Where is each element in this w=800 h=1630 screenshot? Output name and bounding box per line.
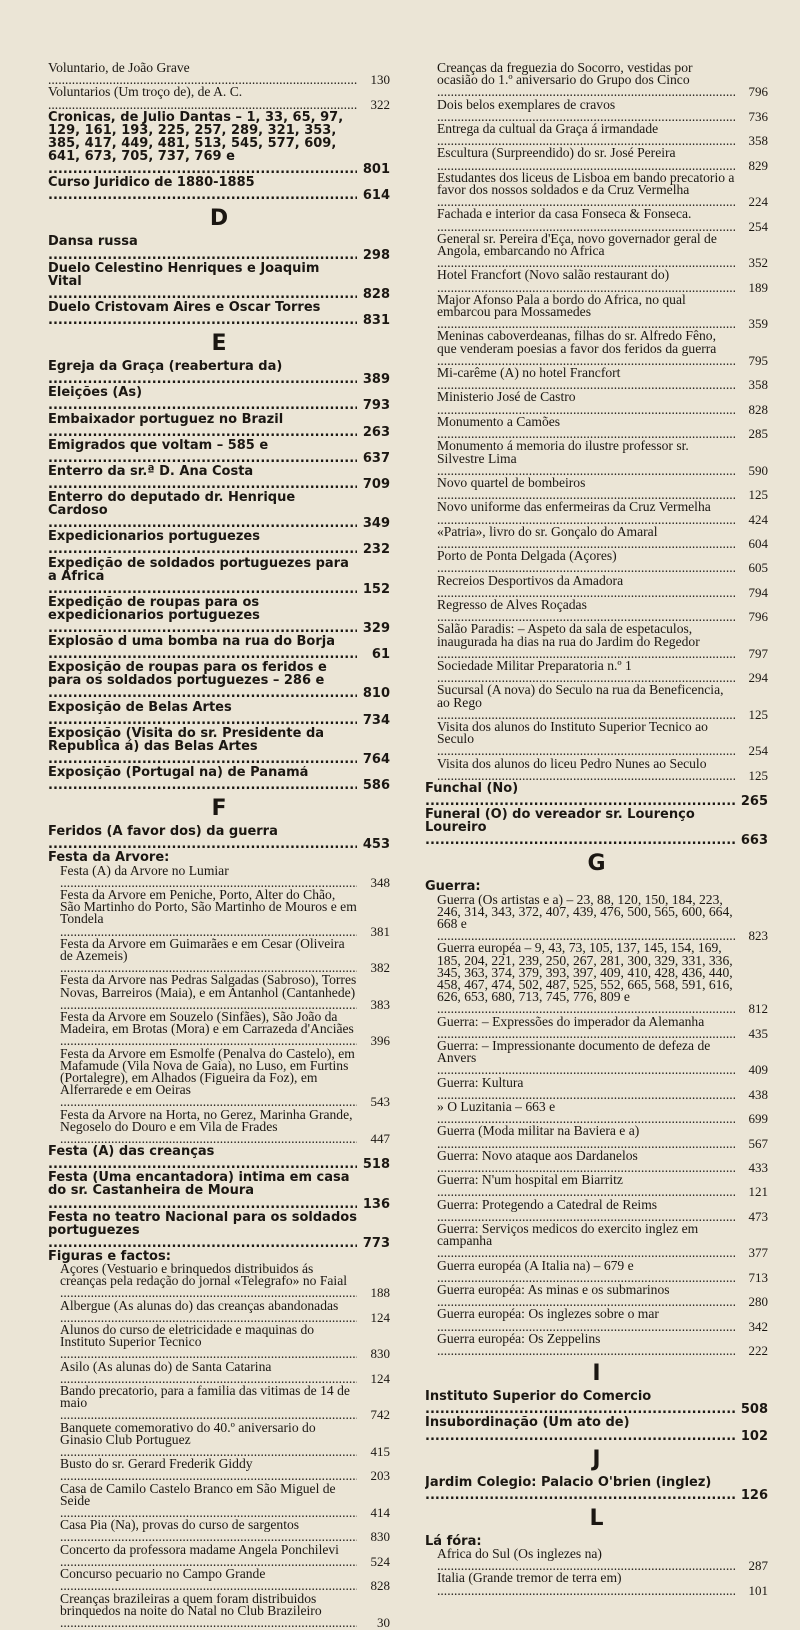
entry-page-number: 518 — [362, 1157, 390, 1173]
entry-page-number: 810 — [362, 686, 390, 702]
index-entry — [425, 599, 768, 623]
index-entry — [48, 1422, 390, 1459]
section-letter: G — [587, 851, 606, 877]
entry-title: Feridos (A favor dos) da guerra ..... — [48, 825, 357, 851]
entry-title: Dansa russa ..... — [48, 235, 357, 261]
index-entry — [48, 111, 390, 176]
index-entry — [48, 86, 390, 110]
entry-page-number: 352 — [748, 255, 768, 271]
index-entry — [425, 1308, 768, 1332]
index-entry — [425, 623, 768, 660]
entry-page-number: 188 — [370, 1285, 390, 1301]
entry-page-number: 232 — [362, 542, 390, 558]
index-entry — [48, 701, 390, 727]
entry-page-number: 828 — [362, 286, 390, 302]
entry-page-number: 125 — [748, 767, 768, 783]
entry-title: Ministerio José de Castro ..... — [437, 391, 735, 415]
index-entry — [425, 416, 768, 440]
index-entry — [425, 1260, 768, 1284]
entry-page-number: 734 — [362, 712, 390, 728]
section-heading: Guerra: — [425, 879, 481, 895]
entry-page-number: 508 — [740, 1402, 768, 1418]
entry-title: Instituto Superior do Comercio ..... — [425, 1390, 735, 1416]
section-letter: F — [211, 796, 227, 822]
entry-title: Festa da Arvore nas Pedras Salgadas (Sabroso), Torres Novas, Barreiros (Maia), e em Antanhol (Cantanhede) ..... — [60, 974, 357, 1011]
entry-page-number: 342 — [748, 1318, 768, 1334]
entry-title: Monumento á memoria do ilustre professor sr. Silvestre Lima ..... — [437, 440, 735, 477]
entry-title: Entrega da cultual da Graça á irmandade ..... — [437, 123, 735, 147]
entry-page-number: 709 — [362, 476, 390, 492]
index-entry — [425, 1390, 768, 1416]
entry-title: Sociedade Militar Preparatoria n.º 1 ..... — [437, 660, 735, 684]
index-entry — [48, 1109, 390, 1146]
index-entry — [48, 465, 390, 491]
entry-page-number: 358 — [748, 133, 768, 149]
entry-title: Guerra européa (A Italia na) – 679 e ..... — [437, 1260, 735, 1284]
index-entry — [425, 1016, 768, 1040]
entry-title: Açores (Vestuario e brinquedos distribuidos ás creanças pela redação do jornal «Telegrafo» no Faial ..... — [60, 1263, 357, 1300]
entry-page-number: 713 — [748, 1269, 768, 1285]
entry-page-number: 590 — [748, 462, 768, 478]
entry-title: Festa da Arvore em Peniche, Porto, Alter do Chão, São Martinho do Porto, São Martinho de Mouros e em Tondela ..... — [60, 889, 357, 938]
section-heading: Figuras e factos: — [48, 1248, 171, 1264]
entry-page-number: 152 — [362, 581, 390, 597]
entry-title: Explosão d uma bomba na rua do Borja ..... — [48, 635, 357, 661]
entry-title: Casa de Camilo Castelo Branco em São Miguel de Seide ..... — [60, 1483, 357, 1520]
entry-title: Embaixador portuguez no Brazil ..... — [48, 413, 357, 439]
entry-title: Enterro da sr.ª D. Ana Costa ..... — [48, 465, 357, 491]
index-entry — [48, 825, 390, 851]
entry-page-number: 125 — [748, 487, 768, 503]
index-entry — [48, 766, 390, 792]
entry-title: Asilo (As alunas do) de Santa Catarina ..... — [60, 1361, 357, 1385]
entry-title: Novo quartel de bombeiros ..... — [437, 477, 735, 501]
entry-title: Major Afonso Pala a bordo do Africa, no qual embarcou para Mossamedes ..... — [437, 294, 735, 331]
index-entry — [48, 1593, 390, 1630]
entry-page-number: 203 — [370, 1468, 390, 1484]
index-entry — [48, 1385, 390, 1422]
index-entry — [425, 1077, 768, 1101]
index-entry — [425, 1572, 768, 1596]
entry-title: Banquete comemorativo do 40.º aniversario do Ginasio Club Portuguez ..... — [60, 1422, 357, 1459]
entry-title: Guerra européa – 9, 43, 73, 105, 137, 145, 154, 169, 185, 204, 221, 239, 250, 267, 281, 300, 329, 331, 336, 345, 363, 374, 379, 393, 397, 409, 410, 428, 436, 440, 458, 467, 474, 502, 487, 525, 552, 665, 568, 591, 616, 626, 653, 680, 713, 745, 776, 809 e ..... — [437, 942, 735, 1015]
index-entry — [48, 301, 390, 327]
entry-title: Guerra: Protegendo a Catedral de Reims ..... — [437, 1199, 735, 1223]
entry-page-number: 124 — [370, 1370, 390, 1386]
index-entry — [425, 575, 768, 599]
index-entry — [48, 1145, 390, 1171]
entry-page-number: 830 — [370, 1529, 390, 1545]
entry-page-number: 453 — [362, 837, 390, 853]
section-letter: D — [209, 206, 229, 232]
entry-title: «Patria», livro do sr. Gonçalo do Amaral ..... — [437, 526, 735, 550]
entry-title: Festa da Arvore na Horta, no Gerez, Marinha Grande, Negoselo do Douro e em Vila de Frades ..... — [60, 1109, 357, 1146]
entry-page-number: 543 — [370, 1094, 390, 1110]
entry-title: Recreios Desportivos da Amadora ..... — [437, 575, 735, 599]
entry-title: Concurso pecuario no Campo Grande ..... — [60, 1568, 357, 1592]
entry-page-number: 102 — [740, 1428, 768, 1444]
entry-title: Casa Pia (Na), provas do curso de sargentos ..... — [60, 1519, 357, 1543]
entry-page-number: 438 — [748, 1086, 768, 1102]
entry-page-number: 829 — [748, 157, 768, 173]
entry-title: Bando precatorio, para a familia das vitimas de 14 de maio ..... — [60, 1385, 357, 1422]
entry-page-number: 795 — [748, 352, 768, 368]
index-entry — [425, 684, 768, 721]
entry-title: Guerra: Kultura ..... — [437, 1077, 735, 1101]
section-letter: I — [592, 1361, 601, 1387]
entry-title: Festa da Arvore em Esmolfe (Penalva do Castelo), em Mafamude (Vila Nova de Gaia), no Luso, em Furtins (Portalegre), em Alhados (Figueira da Foz), em Alferrarede e em Oeiras ..... — [60, 1048, 357, 1109]
entry-page-number: 435 — [748, 1025, 768, 1041]
entry-title: Meninas caboverdeanas, filhas do sr. Alfredo Fêno, que venderam poesias a favor dos feridos da guerra ..... — [437, 330, 735, 367]
entry-title: Egreja da Graça (reabertura da) ..... — [48, 360, 357, 386]
index-entry — [48, 386, 390, 412]
entry-page-number: 796 — [748, 609, 768, 625]
entry-page-number: 473 — [748, 1208, 768, 1224]
entry-title: Porto de Ponta Delgada (Açores) ..... — [437, 550, 735, 574]
entry-page-number: 224 — [748, 194, 768, 210]
entry-title: General sr. Pereira d'Eça, novo governador geral de Angola, embarcando no Africa ..... — [437, 233, 735, 270]
entry-title: Enterro do deputado dr. Henrique Cardoso ..... — [48, 491, 357, 530]
index-entry — [425, 147, 768, 171]
index-entry — [48, 1324, 390, 1361]
index-entry — [425, 330, 768, 367]
entry-page-number: 280 — [748, 1294, 768, 1310]
index-entry — [425, 808, 768, 847]
entry-title: Monumento a Camões ..... — [437, 416, 735, 440]
entry-page-number: 124 — [370, 1309, 390, 1325]
entry-title: Funchal (No) ..... — [425, 782, 735, 808]
index-entry — [425, 233, 768, 270]
index-entry — [48, 1300, 390, 1324]
index-entry — [48, 439, 390, 465]
entry-title: Visita dos alunos do liceu Pedro Nunes ao Seculo ..... — [437, 758, 735, 782]
entry-title: Estudantes dos liceus de Lisboa em bando precatorio a favor dos nossos soldados e da Cruz Vermelha ..... — [437, 172, 735, 209]
index-entry — [48, 974, 390, 1011]
entry-title: Festa no teatro Nacional para os soldados portuguezes ..... — [48, 1211, 357, 1250]
entry-title: Jardim Colegio: Palacio O'brien (inglez) ..... — [425, 1476, 735, 1502]
entry-title: Albergue (As alunas do) das creanças abandonadas ..... — [60, 1300, 357, 1324]
index-entry — [48, 865, 390, 889]
entry-title: Fachada e interior da casa Fonseca & Fonseca. ..... — [437, 208, 735, 232]
entry-page-number: 389 — [362, 372, 390, 388]
entry-page-number: 797 — [748, 645, 768, 661]
entry-title: Italia (Grande tremor de terra em) ..... — [437, 1572, 735, 1596]
index-entry — [425, 172, 768, 209]
section-heading: Lá fóra: — [425, 1533, 482, 1549]
entry-title: Visita dos alunos do Instituto Superior Tecnico ao Seculo ..... — [437, 721, 735, 758]
entry-page-number: 415 — [370, 1444, 390, 1460]
entry-page-number: 794 — [748, 584, 768, 600]
index-entry — [425, 391, 768, 415]
index-entry — [48, 235, 390, 261]
entry-page-number: 663 — [740, 833, 768, 849]
entry-page-number: 409 — [748, 1062, 768, 1078]
index-entry — [425, 758, 768, 782]
index-entry — [425, 1476, 768, 1502]
entry-title: Novo uniforme das enfermeiras da Cruz Vermelha ..... — [437, 501, 735, 525]
entry-page-number: 381 — [370, 923, 390, 939]
entry-page-number: 189 — [748, 279, 768, 295]
entry-title: Festa da Arvore em Souzelo (Sinfães), São João da Madeira, em Brotas (Mora) e em Carrazeda d'Anciães ..... — [60, 1011, 357, 1048]
index-entry — [48, 557, 390, 596]
entry-title: Busto do sr. Gerard Frederik Giddy ..... — [60, 1458, 357, 1482]
entry-page-number: 424 — [748, 511, 768, 527]
index-entry — [425, 1040, 768, 1077]
index-entry — [425, 782, 768, 808]
entry-page-number: 285 — [748, 426, 768, 442]
entry-title: Mi-carême (A) no hotel Francfort ..... — [437, 367, 735, 391]
entry-title: Expedição de roupas para os expedicionarios portuguezes ..... — [48, 596, 357, 635]
entry-title: Africa do Sul (Os inglezes na) ..... — [437, 1548, 735, 1572]
index-entry — [48, 1519, 390, 1543]
entry-page-number: 254 — [748, 743, 768, 759]
index-entry — [48, 727, 390, 766]
entry-page-number: 614 — [362, 188, 390, 204]
entry-title: Guerra (Moda militar na Baviera e a) ..... — [437, 1125, 735, 1149]
entry-page-number: 812 — [748, 1001, 768, 1017]
index-entry — [425, 99, 768, 123]
entry-title: Guerra (Os artistas e a) – 23, 88, 120, 150, 184, 223, 246, 314, 343, 372, 407, 439, 476, 500, 565, 600, 664, 668 e ..... — [437, 894, 735, 943]
entry-page-number: 433 — [748, 1160, 768, 1176]
index-entry — [48, 596, 390, 635]
entry-title: Guerra: Serviços medicos do exercito inglez em campanha ..... — [437, 1223, 735, 1260]
entry-title: Expedicionarios portuguezes ..... — [48, 530, 357, 556]
entry-page-number: 828 — [748, 401, 768, 417]
entry-page-number: 567 — [748, 1135, 768, 1151]
index-entry — [425, 1416, 768, 1442]
entry-title: Festa da Arvore em Guimarães e em Cesar (Oliveira de Azemeis) ..... — [60, 938, 357, 975]
index-entry — [425, 501, 768, 525]
index-entry — [425, 477, 768, 501]
entry-title: Exposição (Visita do sr. Presidente da Republica á) das Belas Artes ..... — [48, 727, 357, 766]
entry-page-number: 329 — [362, 621, 390, 636]
entry-page-number: 605 — [748, 560, 768, 576]
index-entry — [425, 367, 768, 391]
index-entry — [48, 1458, 390, 1482]
index-entry — [48, 889, 390, 938]
entry-title: Voluntario, de João Grave ..... — [48, 62, 357, 86]
entry-title: Exposição de roupas para os feridos e para os soldados portuguezes – 286 e ..... — [48, 661, 357, 700]
entry-title: Insubordinação (Um ato de) ..... — [425, 1416, 735, 1442]
entry-title: Concerto da professora madame Angela Ponchilevi ..... — [60, 1544, 357, 1568]
section-letter: L — [589, 1505, 604, 1531]
index-entry — [425, 62, 768, 99]
entry-page-number: 637 — [362, 450, 390, 466]
index-entry — [425, 208, 768, 232]
index-entry — [425, 1333, 768, 1357]
index-entry — [48, 1568, 390, 1592]
index-entry — [425, 1548, 768, 1572]
entry-page-number: 377 — [748, 1245, 768, 1261]
entry-page-number: 828 — [370, 1578, 390, 1594]
entry-title: Creanças brazileiras a quem foram distribuidos brinquedos na noite do Natal no Club Brazileiro ..... — [60, 1593, 357, 1630]
entry-title: Exposição (Portugal na) de Panamá ..... — [48, 766, 357, 792]
index-entry — [48, 1211, 390, 1250]
entry-title: Festa (A) das creanças ..... — [48, 1145, 357, 1171]
entry-page-number: 586 — [362, 778, 390, 794]
index-entry — [48, 491, 390, 530]
entry-page-number: 101 — [748, 1582, 768, 1598]
entry-page-number: 61 — [371, 647, 390, 663]
entry-page-number: 287 — [748, 1558, 768, 1574]
entry-page-number: 383 — [370, 996, 390, 1012]
index-entry — [48, 661, 390, 700]
entry-page-number: 524 — [370, 1553, 390, 1569]
entry-page-number: 254 — [748, 218, 768, 234]
entry-title: Voluntarios (Um troço de), de A. C. ..... — [48, 86, 357, 110]
index-entry — [48, 1171, 390, 1210]
entry-page-number: 793 — [362, 398, 390, 414]
index-entry — [425, 1284, 768, 1308]
entry-page-number: 830 — [370, 1346, 390, 1362]
entry-page-number: 359 — [748, 316, 768, 332]
index-entry — [425, 1199, 768, 1223]
entry-title: Guerra: N'um hospital em Biarritz ..... — [437, 1174, 735, 1198]
entry-title: Regresso de Alves Roçadas ..... — [437, 599, 735, 623]
entry-title: Sucursal (A nova) do Seculo na rua da Beneficencia, ao Rego ..... — [437, 684, 735, 721]
entry-title: Guerra européa: As minas e os submarinos ..... — [437, 1284, 735, 1308]
entry-title: Duelo Cristovam Aires e Oscar Torres ..... — [48, 301, 357, 327]
entry-page-number: 773 — [362, 1235, 390, 1251]
entry-page-number: 298 — [362, 247, 390, 263]
index-entry — [425, 1101, 768, 1125]
entry-title: Guerra: – Impressionante documento de defeza de Anvers ..... — [437, 1040, 735, 1077]
entry-page-number: 823 — [748, 928, 768, 944]
index-entry — [425, 1125, 768, 1149]
entry-page-number: 801 — [362, 162, 390, 178]
index-entry — [425, 942, 768, 1015]
index-entry — [48, 1011, 390, 1048]
index-entry — [425, 526, 768, 550]
index-entry — [48, 62, 390, 86]
index-entry — [48, 1483, 390, 1520]
entry-page-number: 136 — [362, 1196, 390, 1212]
index-entry — [425, 294, 768, 331]
index-entry — [48, 1361, 390, 1385]
entry-page-number: 263 — [362, 424, 390, 440]
index-entry — [48, 262, 390, 301]
entry-page-number: 764 — [362, 751, 390, 767]
index-entry — [425, 123, 768, 147]
index-entry — [48, 938, 390, 975]
entry-page-number: 126 — [740, 1487, 768, 1503]
section-letter: J — [592, 1446, 601, 1472]
index-entry — [48, 530, 390, 556]
index-entry — [425, 894, 768, 943]
entry-page-number: 349 — [362, 516, 390, 532]
index-entry — [48, 413, 390, 439]
index-entry — [48, 1544, 390, 1568]
entry-page-number: 447 — [370, 1130, 390, 1146]
entry-title: Festa (Uma encantadora) intima em casa do sr. Castanheira de Moura ..... — [48, 1171, 357, 1210]
entry-title: Dois belos exemplares de cravos ..... — [437, 99, 735, 123]
entry-title: Guerra: Novo ataque aos Dardanelos ..... — [437, 1150, 735, 1174]
index-entry — [48, 1048, 390, 1109]
index-entry — [425, 550, 768, 574]
index-entry — [48, 360, 390, 386]
entry-page-number: 414 — [370, 1505, 390, 1521]
entry-page-number: 604 — [748, 535, 768, 551]
entry-title: Guerra: – Expressões do imperador da Alemanha ..... — [437, 1016, 735, 1040]
entry-page-number: 358 — [748, 377, 768, 393]
entry-page-number: 125 — [748, 706, 768, 722]
entry-title: Cronicas, de Julio Dantas – 1, 33, 65, 97, 129, 161, 193, 225, 257, 289, 321, 353, 385, 417, 449, 481, 513, 545, 577, 609, 641, 673, 705, 737, 769 e ..... — [48, 111, 357, 176]
index-entry — [48, 1263, 390, 1300]
index-column-left — [48, 62, 390, 1629]
entry-page-number: 699 — [748, 1111, 768, 1127]
entry-page-number: 348 — [370, 874, 390, 890]
entry-title: Exposição de Belas Artes ..... — [48, 701, 357, 727]
entry-title: Expedição de soldados portuguezes para a Africa ..... — [48, 557, 357, 596]
entry-page-number: 222 — [748, 1343, 768, 1359]
entry-title: Creanças da freguezia do Socorro, vestidas por ocasião do 1.º aniversario do Grupo dos Cinco ..... — [437, 62, 735, 99]
entry-page-number: 396 — [370, 1033, 390, 1049]
entry-page-number: 265 — [740, 794, 768, 810]
index-entry — [425, 1174, 768, 1198]
entry-page-number: 796 — [748, 84, 768, 100]
index-entry — [425, 269, 768, 293]
section-letter: E — [211, 331, 227, 357]
entry-page-number: 30 — [377, 1614, 390, 1630]
entry-title: Salão Paradis: – Aspeto da sala de espetaculos, inaugurada ha dias na rua do Jardim do Regedor ..... — [437, 623, 735, 660]
entry-title: Guerra européa: Os inglezes sobre o mar ..... — [437, 1308, 735, 1332]
entry-title: Duelo Celestino Henriques e Joaquim Vital ..... — [48, 262, 357, 301]
entry-page-number: 742 — [370, 1407, 390, 1423]
entry-title: Festa (A) da Arvore no Lumiar ..... — [60, 865, 357, 889]
entry-title: Guerra européa: Os Zeppelins ..... — [437, 1333, 735, 1357]
entry-page-number: 121 — [748, 1184, 768, 1200]
entry-title: Curso Juridico de 1880-1885 ..... — [48, 176, 357, 202]
entry-title: Emigrados que voltam – 585 e ..... — [48, 439, 357, 465]
entry-page-number: 382 — [370, 960, 390, 976]
index-entry — [48, 635, 390, 661]
entry-title: Alunos do curso de eletricidade e maquinas do Instituto Superior Tecnico ..... — [60, 1324, 357, 1361]
entry-page-number: 736 — [748, 108, 768, 124]
index-entry — [48, 176, 390, 202]
index-entry — [425, 721, 768, 758]
entry-page-number: 831 — [362, 313, 390, 329]
entry-title: Funeral (O) do vereador sr. Lourenço Loureiro ..... — [425, 808, 735, 847]
entry-title: Escultura (Surpreendido) do sr. José Pereira ..... — [437, 147, 735, 171]
index-entry — [425, 1150, 768, 1174]
entry-page-number: 322 — [370, 96, 390, 112]
entry-title: » O Luzitania – 663 e ..... — [437, 1101, 735, 1125]
index-entry — [425, 660, 768, 684]
entry-title: Hotel Francfort (Novo salão restaurant do) ..... — [437, 269, 735, 293]
entry-page-number: 294 — [748, 670, 768, 686]
index-column-right — [425, 62, 768, 1597]
index-entry — [425, 440, 768, 477]
index-entry — [425, 1223, 768, 1260]
section-heading: Festa da Arvore: — [48, 850, 170, 866]
entry-page-number: 130 — [370, 72, 390, 88]
entry-title: Eleições (As) ..... — [48, 386, 357, 412]
